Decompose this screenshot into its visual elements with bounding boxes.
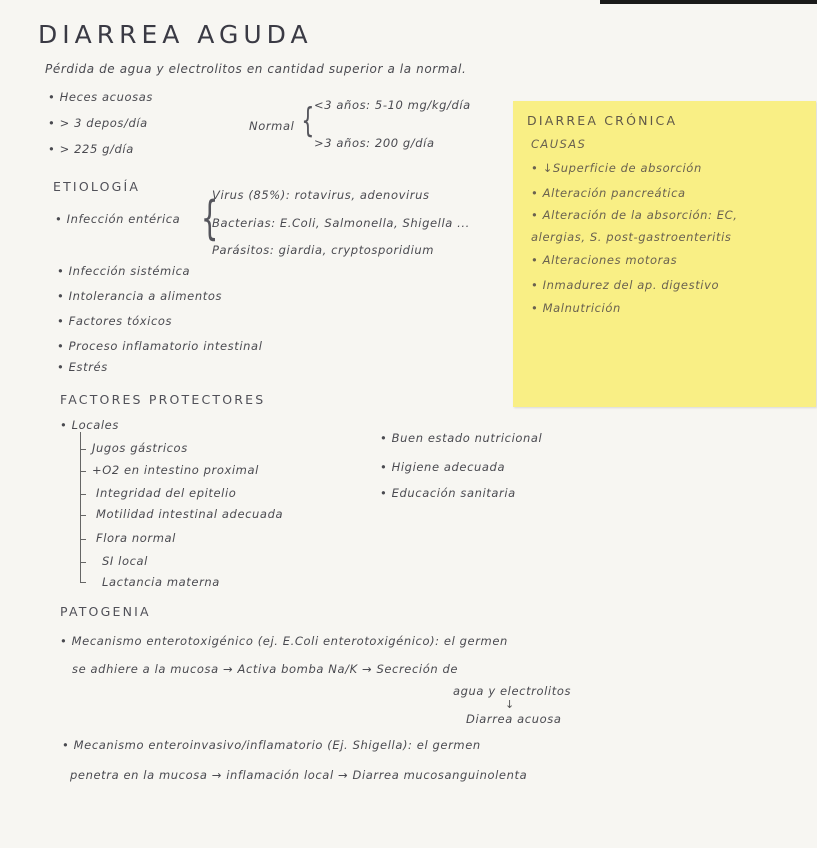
tree-tick bbox=[80, 539, 86, 540]
etiologia-agent: Bacterias: E.Coli, Salmonella, Shigella ... bbox=[212, 216, 470, 230]
locales-item: Flora normal bbox=[96, 531, 176, 545]
patogenia-heading: PATOGENIA bbox=[60, 604, 151, 619]
etiologia-infeccion-enterica: • Infección entérica bbox=[55, 212, 181, 226]
etiologia-other: • Factores tóxicos bbox=[57, 314, 173, 328]
cronica-causa-item: • Alteraciones motoras bbox=[531, 253, 678, 267]
generales-item: • Higiene adecuada bbox=[380, 460, 506, 474]
down-arrow-icon: ↓ bbox=[505, 698, 515, 711]
etiologia-agent: Parásitos: giardia, cryptosporidium bbox=[212, 243, 435, 257]
cronica-heading: DIARREA CRÓNICA bbox=[527, 113, 678, 128]
etiologia-other: • Proceso inflamatorio intestinal bbox=[57, 339, 263, 353]
patogenia-mech2-line2: penetra en la mucosa → inflamación local → Diarrea mucosanguinolenta bbox=[70, 768, 528, 782]
normal-under3: <3 años: 5-10 mg/kg/día bbox=[314, 98, 471, 112]
factores-heading: FACTORES PROTECTORES bbox=[60, 392, 266, 407]
patogenia-mech1-line3: agua y electrolitos bbox=[453, 684, 572, 698]
patogenia-mech1-line1: • Mecanismo enterotoxigénico (ej. E.Coli enterotoxigénico): el germen bbox=[60, 634, 508, 648]
cronica-causa-item: • Alteración de la absorción: EC, bbox=[531, 208, 738, 222]
patogenia-mech2-line1: • Mecanismo enteroinvasivo/inflamatorio (Ej. Shigella): el germen bbox=[62, 738, 481, 752]
locales-item: Integridad del epitelio bbox=[96, 486, 237, 500]
etiologia-brace: { bbox=[200, 191, 219, 245]
sticky-note-diarrea-cronica bbox=[513, 101, 816, 407]
etiologia-heading: ETIOLOGÍA bbox=[53, 179, 141, 194]
tree-tick bbox=[80, 562, 86, 563]
tree-tick bbox=[80, 515, 86, 516]
cronica-causa-item: alergias, S. post-gastroenteritis bbox=[531, 230, 732, 244]
locales-tree-line bbox=[80, 432, 81, 582]
cronica-causa-item: • ↓Superficie de absorción bbox=[531, 161, 702, 175]
generales-item: • Buen estado nutricional bbox=[380, 431, 543, 445]
cronica-causas-label: CAUSAS bbox=[531, 137, 587, 151]
tree-tick bbox=[80, 449, 86, 450]
cronica-causa-item: • Inmadurez del ap. digestivo bbox=[531, 278, 720, 292]
locales-item: Motilidad intestinal adecuada bbox=[96, 507, 284, 521]
cronica-causa-item: • Alteración pancreática bbox=[531, 186, 686, 200]
factores-locales-label: • Locales bbox=[60, 418, 119, 432]
etiologia-agent: Virus (85%): rotavirus, adenovirus bbox=[212, 188, 430, 202]
tree-tick bbox=[80, 582, 86, 583]
definition-text: Pérdida de agua y electrolitos en cantidad superior a la normal. bbox=[45, 62, 467, 76]
etiologia-other: • Intolerancia a alimentos bbox=[57, 289, 223, 303]
normal-over3: >3 años: 200 g/día bbox=[314, 136, 435, 150]
locales-item: SI local bbox=[102, 554, 148, 568]
patogenia-mech1-line2: se adhiere a la mucosa → Activa bomba Na/K → Secreción de bbox=[72, 662, 459, 676]
criteria-item: • Heces acuosas bbox=[48, 90, 153, 104]
tree-tick bbox=[80, 471, 86, 472]
normal-label: Normal bbox=[249, 119, 295, 133]
normal-brace: { bbox=[301, 101, 315, 141]
locales-item: +O2 en intestino proximal bbox=[92, 463, 259, 477]
page-title: DIARREA AGUDA bbox=[38, 20, 313, 49]
patogenia-mech1-result: Diarrea acuosa bbox=[466, 712, 562, 726]
top-edge-bar bbox=[600, 0, 817, 4]
etiologia-other: • Estrés bbox=[57, 360, 108, 374]
tree-tick bbox=[80, 494, 86, 495]
locales-item: Jugos gástricos bbox=[92, 441, 188, 455]
criteria-item: • > 225 g/día bbox=[48, 142, 134, 156]
criteria-item: • > 3 depos/día bbox=[48, 116, 148, 130]
locales-item: Lactancia materna bbox=[102, 575, 220, 589]
etiologia-other: • Infección sistémica bbox=[57, 264, 191, 278]
generales-item: • Educación sanitaria bbox=[380, 486, 516, 500]
cronica-causa-item: • Malnutrición bbox=[531, 301, 621, 315]
